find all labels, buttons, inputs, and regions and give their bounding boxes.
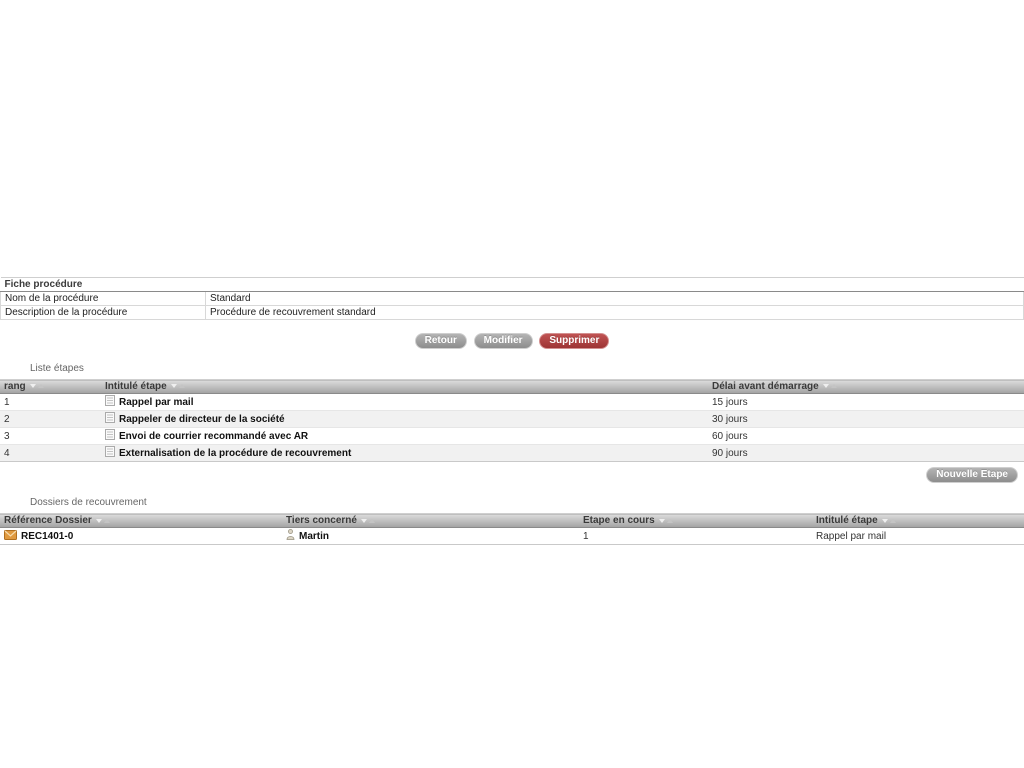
dossiers-col-intitule[interactable] bbox=[812, 514, 1024, 528]
etapes-col-delai-label: Délai avant démarrage bbox=[712, 381, 819, 393]
dossier-intitule-etape: Rappel par mail bbox=[812, 528, 1024, 545]
etape-delai: 90 jours bbox=[708, 445, 1024, 462]
etape-delai: 60 jours bbox=[708, 428, 1024, 445]
dossiers-col-reference[interactable] bbox=[0, 514, 282, 528]
etape-rang: 2 bbox=[0, 411, 101, 428]
modifier-button[interactable]: Modifier bbox=[474, 333, 533, 349]
etape-sheet-icon bbox=[105, 446, 115, 460]
etape-rang: 4 bbox=[0, 445, 101, 462]
retour-button[interactable]: Retour bbox=[415, 333, 467, 349]
thirdparty-icon bbox=[286, 529, 295, 543]
dossiers-section-label: Dossiers de recouvrement bbox=[30, 497, 147, 509]
action-bar bbox=[0, 333, 1024, 348]
dossiers-table bbox=[0, 513, 1024, 545]
sort-arrows-icon[interactable] bbox=[659, 515, 673, 526]
dossiers-col-tiers[interactable] bbox=[282, 514, 579, 528]
fiche-row-description bbox=[1, 306, 1024, 320]
etape-row bbox=[0, 411, 1024, 428]
dossiers-header-row bbox=[0, 514, 1024, 528]
etapes-col-intitule-label: Intitulé étape bbox=[105, 381, 167, 393]
etape-rang: 3 bbox=[0, 428, 101, 445]
sort-arrows-icon[interactable] bbox=[96, 515, 110, 526]
sort-arrows-icon[interactable] bbox=[823, 381, 837, 392]
etapes-section-label: Liste étapes bbox=[30, 363, 84, 374]
sort-arrows-icon[interactable] bbox=[361, 515, 375, 526]
fiche-title: Fiche procédure bbox=[1, 278, 1024, 292]
etape-delai: 30 jours bbox=[708, 411, 1024, 428]
etape-row bbox=[0, 428, 1024, 445]
etapes-col-rang[interactable] bbox=[0, 380, 101, 394]
etape-sheet-icon bbox=[105, 395, 115, 409]
etape-row bbox=[0, 394, 1024, 411]
fiche-row-nom bbox=[1, 292, 1024, 306]
dossier-tiers-link[interactable]: Martin bbox=[299, 531, 329, 543]
etape-row bbox=[0, 445, 1024, 462]
etape-rang: 1 bbox=[0, 394, 101, 411]
etape-delai: 15 jours bbox=[708, 394, 1024, 411]
etape-intitule-link[interactable]: Rappel par mail bbox=[119, 397, 194, 409]
sort-arrows-icon[interactable] bbox=[882, 515, 896, 526]
new-etape-row bbox=[0, 467, 1020, 482]
etapes-table bbox=[0, 379, 1024, 462]
dossiers-col-etape-label: Etape en cours bbox=[583, 515, 655, 527]
fiche-title-row bbox=[1, 278, 1024, 292]
fiche-value-description: Procédure de recouvrement standard bbox=[206, 306, 1024, 320]
etape-sheet-icon bbox=[105, 412, 115, 426]
etape-intitule-link[interactable]: Externalisation de la procédure de recouvrement bbox=[119, 448, 352, 460]
etape-sheet-icon bbox=[105, 429, 115, 443]
sort-arrows-icon[interactable] bbox=[171, 381, 185, 392]
etapes-col-rang-label: rang bbox=[4, 381, 26, 393]
dossiers-col-reference-label: Référence Dossier bbox=[4, 515, 92, 527]
dossiers-col-tiers-label: Tiers concerné bbox=[286, 515, 357, 527]
etapes-col-intitule[interactable] bbox=[101, 380, 708, 394]
dossiers-col-etape[interactable] bbox=[579, 514, 812, 528]
supprimer-button[interactable]: Supprimer bbox=[539, 333, 609, 349]
sort-arrows-icon[interactable] bbox=[30, 381, 44, 392]
dossiers-col-intitule-label: Intitulé étape bbox=[816, 515, 878, 527]
etape-intitule-link[interactable]: Envoi de courrier recommandé avec AR bbox=[119, 431, 309, 443]
dossier-row bbox=[0, 528, 1024, 545]
dossier-reference-link[interactable]: REC1401-0 bbox=[21, 530, 74, 542]
dossier-etape-en-cours: 1 bbox=[579, 528, 812, 545]
etape-intitule-link[interactable]: Rappeler de directeur de la société bbox=[119, 414, 285, 426]
etapes-col-delai[interactable] bbox=[708, 380, 1024, 394]
folder-icon bbox=[4, 530, 17, 543]
etapes-header-row bbox=[0, 380, 1024, 394]
nouvelle-etape-button[interactable]: Nouvelle Etape bbox=[926, 467, 1018, 483]
fiche-label-description: Description de la procédure bbox=[1, 306, 206, 320]
fiche-value-nom: Standard bbox=[206, 292, 1024, 306]
fiche-label-nom: Nom de la procédure bbox=[1, 292, 206, 306]
fiche-procedure-table bbox=[0, 277, 1024, 320]
